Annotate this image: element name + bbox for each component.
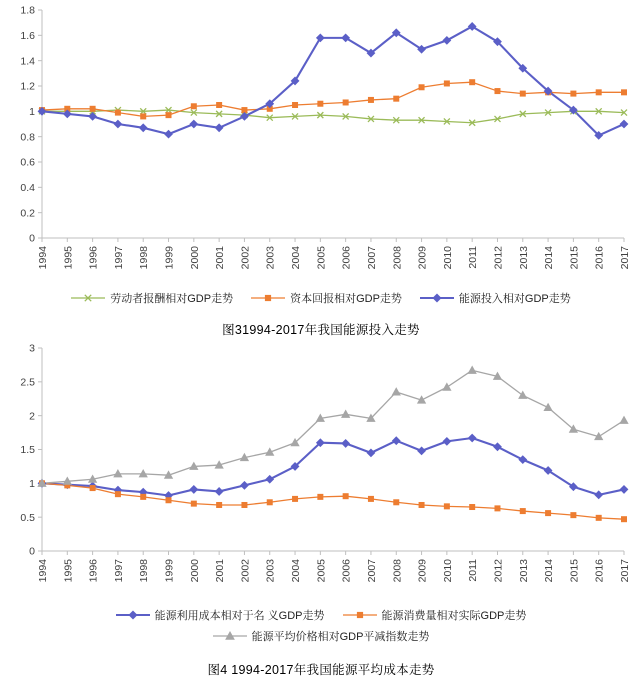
svg-text:2002: 2002 [239,246,252,270]
svg-text:1.8: 1.8 [20,4,35,17]
svg-text:1999: 1999 [163,559,176,583]
legend-item [116,607,325,623]
svg-text:2000: 2000 [188,246,201,270]
svg-text:1994: 1994 [37,246,49,270]
svg-text:2010: 2010 [441,246,454,270]
svg-text:2001: 2001 [214,559,227,583]
svg-text:0.8: 0.8 [20,131,35,144]
svg-text:1995: 1995 [62,246,75,270]
svg-text:3: 3 [29,342,35,355]
svg-text:2005: 2005 [315,246,328,270]
svg-text:2016: 2016 [593,559,606,583]
legend-item [71,290,233,306]
svg-text:1997: 1997 [112,559,125,583]
svg-text:2005: 2005 [315,559,328,583]
legend-label: 劳动者报酬相对GDP走势 [110,293,234,305]
svg-text:2012: 2012 [492,246,505,270]
chart2-caption: 图4 1994-2017年我国能源平均成本走势 [207,663,435,677]
svg-text:2014: 2014 [543,559,556,583]
svg-text:1: 1 [29,105,35,118]
svg-text:2017: 2017 [619,246,631,270]
svg-text:2011: 2011 [467,246,480,269]
legend-label: 能源投入相对GDP走势 [458,293,571,305]
svg-text:2002: 2002 [239,559,252,583]
svg-text:0: 0 [29,232,35,245]
svg-text:0.4: 0.4 [20,181,35,194]
svg-text:1996: 1996 [87,559,100,583]
svg-text:1.6: 1.6 [20,29,35,42]
legend-marker-icon [343,609,377,621]
legend-marker-icon [71,292,105,304]
svg-text:2016: 2016 [593,246,606,270]
svg-text:0.6: 0.6 [20,156,35,169]
svg-text:2011: 2011 [467,559,480,582]
svg-text:0.5: 0.5 [20,511,35,524]
svg-text:2003: 2003 [264,559,277,583]
svg-text:1999: 1999 [163,246,176,270]
svg-text:1998: 1998 [138,246,151,270]
svg-text:2010: 2010 [441,559,454,583]
chart1-caption: 图31994-2017年我国能源投入走势 [222,323,420,337]
legend-item [420,290,571,306]
svg-text:1.2: 1.2 [20,80,35,93]
svg-text:2013: 2013 [517,559,530,583]
chart2-svg [0,338,642,603]
svg-text:1995: 1995 [62,559,75,583]
svg-text:2004: 2004 [290,246,303,270]
legend-item [213,628,430,644]
svg-text:2.5: 2.5 [20,376,35,389]
svg-text:0: 0 [29,545,35,558]
legend-label: 能源平均价格相对GDP平减指数走势 [251,631,430,643]
svg-text:2014: 2014 [543,246,556,270]
svg-text:1997: 1997 [112,246,125,270]
chart1-svg [0,0,642,290]
svg-text:2007: 2007 [365,559,378,583]
legend-item [251,290,402,306]
legend-marker-icon [420,292,454,304]
legend-marker-icon [116,609,150,621]
svg-text:2006: 2006 [340,246,353,270]
svg-text:2015: 2015 [568,246,581,270]
chart2-plot-area [0,338,642,603]
svg-text:1998: 1998 [138,559,151,583]
svg-text:1.4: 1.4 [20,55,35,68]
svg-text:2004: 2004 [290,559,303,583]
legend-marker-icon [213,630,247,642]
svg-text:2012: 2012 [492,559,505,583]
legend-marker-icon [251,292,285,304]
legend-label: 资本回报相对GDP走势 [290,293,402,305]
svg-text:2: 2 [29,410,35,423]
svg-text:1994: 1994 [37,559,49,583]
svg-text:2009: 2009 [416,246,429,270]
svg-text:2009: 2009 [416,559,429,583]
chart-block-energy-input [0,0,642,338]
svg-text:2006: 2006 [340,559,353,583]
svg-text:2015: 2015 [568,559,581,583]
svg-text:0.2: 0.2 [20,207,35,220]
chart1-plot-area [0,0,642,290]
legend-item [343,607,527,623]
svg-text:2013: 2013 [517,246,530,270]
svg-text:2000: 2000 [188,559,201,583]
legend-label: 能源消费量相对实际GDP走势 [381,610,527,622]
svg-text:1: 1 [29,477,35,490]
svg-text:2007: 2007 [365,246,378,270]
svg-text:1.5: 1.5 [20,444,35,457]
svg-text:2001: 2001 [214,246,227,270]
chart-block-energy-cost [0,338,642,677]
chart1-legend [0,290,642,306]
chart2-legend [0,607,642,644]
svg-text:2003: 2003 [264,246,277,270]
svg-text:1996: 1996 [87,246,100,270]
svg-text:2008: 2008 [391,559,404,583]
legend-label: 能源利用成本相对于名 义GDP走势 [154,610,325,622]
svg-text:2008: 2008 [391,246,404,270]
svg-text:2017: 2017 [619,559,631,583]
